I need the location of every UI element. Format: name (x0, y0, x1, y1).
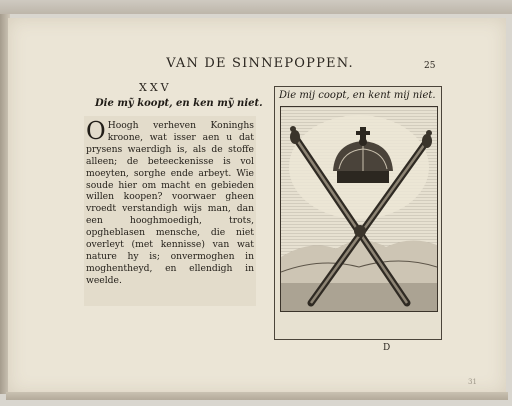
crossing-knot-icon (354, 225, 366, 237)
printer-signature: D (383, 343, 391, 353)
emblem-motto: Die mỹ koopt, en ken mỹ niet. (95, 98, 263, 109)
poem-text: Hoogh verheven Koninghs kroone, wat isser aen u dat prysens waerdigh is, als de stoffe alleen; de beteeckenisse is vol moeyten, sorghe ende arbeyt. Wie soude hier om macht en gebieden willen koopen? voorwaer gheen vroedt verstandigh wijs man, dan een hooghmoedigh, trots, opgheblasen mensche, die niet overleyt (met kennisse) van wat nature hy is; onvermoghen in moghentheyd, en ellendigh in weelde. (86, 120, 254, 286)
running-head: VAN DE SINNEPOPPEN. (166, 56, 354, 71)
emblem-number: XXV (139, 81, 172, 94)
poem (86, 117, 254, 287)
scan-background-top (0, 0, 512, 14)
page-number: 25 (424, 61, 436, 71)
crown-and-sceptres-engraving (281, 107, 437, 311)
page-edge (6, 392, 508, 400)
engraving-motto: Die mij coopt, en kent mij niet. (279, 90, 436, 101)
drop-cap: O (86, 117, 106, 145)
pencil-folio-note: 31 (468, 378, 477, 386)
engraving-plate (280, 106, 438, 312)
ground (281, 283, 437, 311)
